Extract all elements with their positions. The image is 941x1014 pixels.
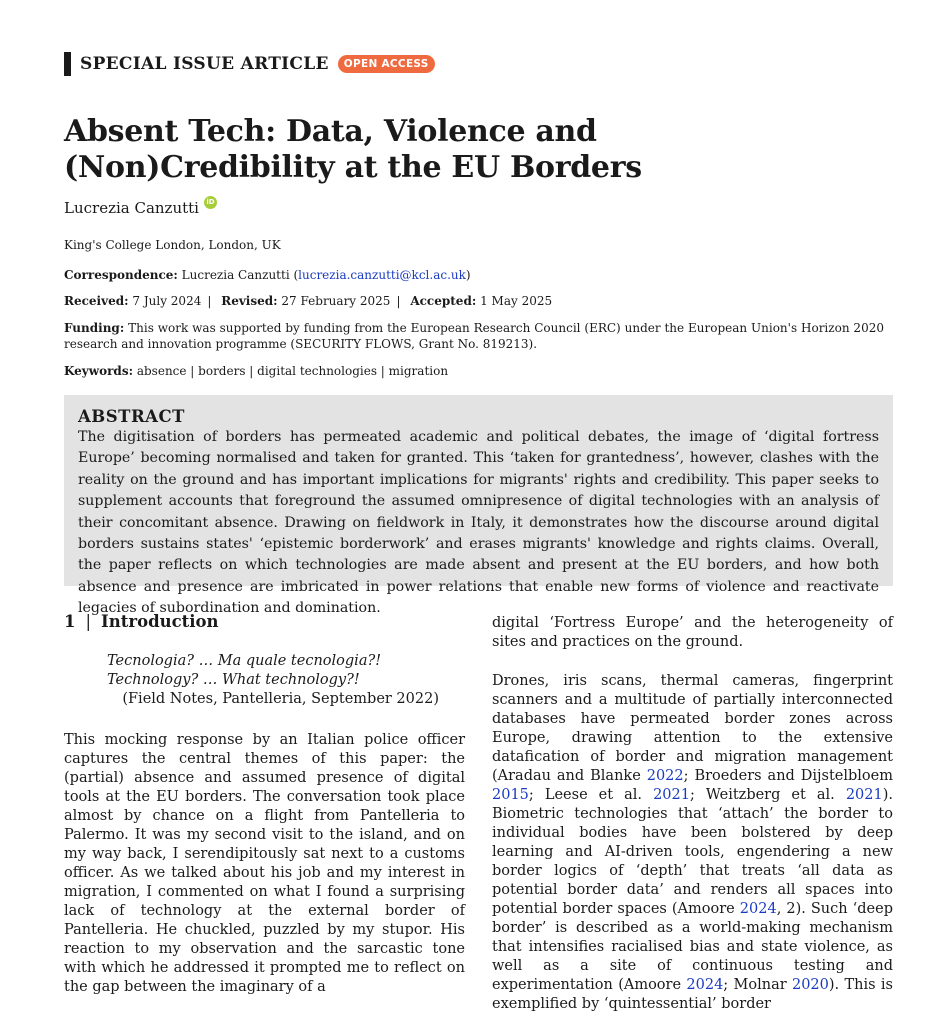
correspondence: Correspondence: Lucrezia Canzutti (lucrezia.canzutti@kcl.ac.uk) [64, 268, 471, 282]
citation-link[interactable]: 2024 [686, 977, 724, 993]
text-run: ; Broeders and Dijstelbloem [683, 768, 893, 784]
author [64, 199, 217, 217]
funding-label: Funding: [64, 321, 125, 335]
abstract-text: The digitisation of borders has permeated academic and political debates, the image of ‘digital fortress Europe’ becoming normalised and taken for granted. This ‘taken for grantedness’, however, clashes with the reality on the ground and has important implications for migrants' rights and credibility. This paper seeks to supplement accounts that foreground the assumed omnipresence of digital technologies with an analysis of their concomitant absence. Drawing on fieldwork in Italy, it demonstrates how the discourse around digital borders sustains states' ‘epistemic borderwork’ and erases migrants' knowledge and rights claims. Overall, the paper reflects on which technologies are made absent and present at the EU borders, and how both absence and presence are imbricated in power relations that enable new forms of violence and reactivate legacies of subordination and domination. [78, 429, 879, 617]
author-name[interactable]: Lucrezia Canzutti [64, 199, 199, 217]
revised-label: Revised: [221, 294, 278, 308]
keywords [64, 363, 884, 379]
text-run: ). Biometric technologies that ‘attach’ the border to individual bodies have been bolstered by deep learning and AI-driven tools, engendering a new border logics of ‘depth’ that treats ‘all data as potential border data’ and renders all spaces into potential border spaces (Amoore [492, 787, 894, 917]
orcid-icon[interactable]: iD [204, 196, 217, 209]
correspondence-email[interactable]: lucrezia.canzutti@kcl.ac.uk [298, 268, 466, 282]
open-access-badge[interactable]: OPEN ACCESS [338, 55, 435, 73]
keywords-text: absence | borders | digital technologies | migration [136, 364, 449, 378]
right-column-paragraph-1: digital ‘Fortress Europe’ and the heterogeneity of sites and practices on the ground. [492, 615, 893, 650]
received-date: 7 July 2024 [132, 294, 202, 308]
text-run: ; Weitzberg et al. [689, 787, 846, 803]
text-run: ; Molnar [723, 977, 792, 993]
text-run: Drones, iris scans, thermal cameras, fingerprint scanners and a multitude of partially interconnected databases have permeated border zones across Europe, drawing attention to the extensive datafication of border and migration management (Aradau and Blanke [492, 673, 893, 784]
revised-date: 27 February 2025 [281, 294, 391, 308]
accepted-label: Accepted: [410, 294, 477, 308]
abstract-heading: ABSTRACT [78, 407, 185, 426]
article-header [64, 52, 435, 76]
funding [64, 320, 884, 352]
article-title: Absent Tech: Data, Violence and (Non)Credibility at the EU Borders [64, 114, 642, 185]
citation-link[interactable]: 2024 [739, 901, 777, 917]
correspondence-label: Correspondence: [64, 268, 178, 282]
dates: Received: 7 July 2024 | Revised: 27 February 2025 | Accepted: 1 May 2025 [64, 294, 553, 308]
citation-link[interactable]: 2020 [791, 977, 829, 993]
epigraph [107, 652, 447, 709]
citation-link[interactable]: 2021 [653, 787, 690, 803]
article-type: SPECIAL ISSUE ARTICLE [80, 54, 329, 74]
text-run: , 2). Such ‘deep border’ is described as a world-making mechanism that intensifies racialised bias and state violence, as well as a site of continuous testing and experimentation (Amoore [492, 901, 893, 993]
citation-link[interactable]: 2015 [492, 787, 529, 803]
left-column-paragraph: This mocking response by an Italian police officer captures the central themes of this paper: the (partial) absence and assumed presence of digital tools at the EU borders. The conversation took place almost by chance on a flight from Pantelleria to Palermo. It was my second visit to the island, and on my way back, I serendipitously sat next to a customs officer. As we talked about his job and my interest in migration, I commented on what I found a surprising lack of technology at the external border of Pantelleria. He chuckled, puzzled by my stupor. His reaction to my observation and the sarcastic tone with which he addressed it prompted me to reflect on the gap between the imaginary of a [64, 732, 465, 995]
keywords-label: Keywords: [64, 364, 134, 378]
section-number: 1 [64, 612, 76, 631]
citation-link[interactable]: 2022 [646, 768, 684, 784]
epigraph-line-italian: Tecnologia? … Ma quale tecnologia?! [107, 653, 382, 669]
epigraph-line-english: Technology? … What technology?! [107, 672, 360, 688]
header-bar [64, 52, 71, 76]
correspondence-name: Lucrezia Canzutti [181, 268, 290, 282]
epigraph-source: (Field Notes, Pantelleria, September 2022) [122, 691, 439, 707]
right-column-paragraph-2 [492, 672, 893, 1014]
funding-text: This work was supported by funding from the European Research Council (ERC) under the European Union's Horizon 2020 research and innovation programme (SECURITY FLOWS, Grant No. 819213). [64, 321, 884, 351]
accepted-date: 1 May 2025 [480, 294, 553, 308]
section-heading: 1 | Introduction [64, 612, 219, 631]
section-title: Introduction [101, 612, 219, 631]
text-run: ; Leese et al. [528, 787, 654, 803]
abstract-box [64, 395, 893, 617]
text-run: ). This is exemplified by ‘quintessential’ border [492, 977, 893, 1012]
citation-link[interactable]: 2021 [845, 787, 883, 803]
received-label: Received: [64, 294, 129, 308]
affiliation: King's College London, London, UK [64, 238, 281, 252]
